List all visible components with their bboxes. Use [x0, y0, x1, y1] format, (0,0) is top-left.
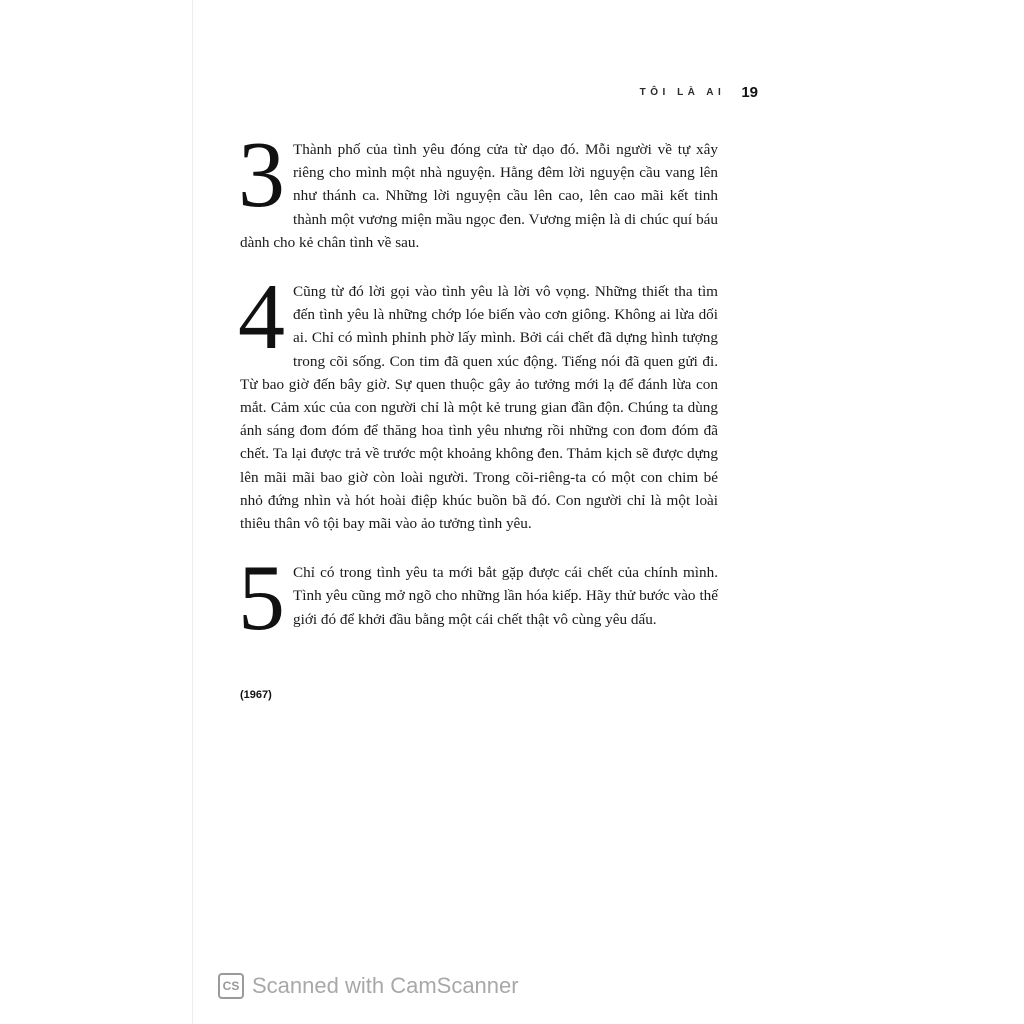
- page-number: 19: [741, 83, 758, 101]
- scanner-watermark: [218, 973, 519, 999]
- section-text: Chỉ có trong tình yêu ta mới bắt gặp được cái chết của chính mình. Tình yêu cũng mở ngõ cho những lần hóa kiếp. Hãy thử bước vào thế giới đó để khởi đầu bằng một cái chết thật vô cùng yêu dấu.: [293, 564, 718, 628]
- watermark-text: Scanned with CamScanner: [252, 973, 519, 998]
- section-numeral: 4: [238, 265, 285, 370]
- section-text: Cũng từ đó lời gọi vào tình yêu là lời vô vọng. Những thiết tha tìm đến tình yêu là những chớp lóe biến vào cơn giông. Không ai lừa dối ai. Chỉ có mình phỉnh phờ lấy mình. Bởi cái chết đã dựng hình tượng trong cõi sống. Con tim đã quen xúc động. Tiếng nói đã quen gửi đi. Từ bao giờ đến bây giờ. Sự quen thuộc gây ảo tưởng mới lạ để đánh lừa con mắt. Cảm xúc của con người chỉ là một kẻ trung gian đần độn. Chúng ta dùng ánh sáng đom đóm để thăng hoa tình yêu nhưng rồi những con đom đóm đã chết. Ta lại được trả về trước một khoảng không đen. Thảm kịch sẽ được dựng lên mãi mãi bao giờ còn loài người. Trong cõi-riêng-ta có một con chim bé nhỏ đứng nhìn và hót hoài điệp khúc buồn bã đó. Con người chỉ là một loài thiêu thân vô tội bay mãi vào ảo tưởng tình yêu.: [240, 283, 718, 533]
- section-numeral: 5: [238, 546, 285, 651]
- section-5: [238, 546, 718, 651]
- section-4: [238, 265, 718, 535]
- section-text: Thành phố của tình yêu đóng cửa từ dạo đó. Mỗi người về tự xây riêng cho mình một nhà nguyện. Hằng đêm lời nguyện cầu vang lên như thánh ca. Những lời nguyện cầu lên cao, lên cao mãi kết tinh thành một vương miện mầu ngọc đen. Vương miện là di chúc quí báu dành cho kẻ chân tình về sau.: [240, 141, 718, 251]
- camscanner-logo-icon: CS: [218, 973, 244, 999]
- chapter-title: TÔI LÀ AI: [639, 86, 726, 98]
- page-fold-line: [192, 0, 193, 1024]
- section-numeral: 3: [238, 123, 285, 227]
- body-text: [238, 123, 718, 651]
- running-header: [560, 80, 758, 104]
- section-3: [238, 123, 718, 254]
- date-line: (1967): [240, 689, 272, 701]
